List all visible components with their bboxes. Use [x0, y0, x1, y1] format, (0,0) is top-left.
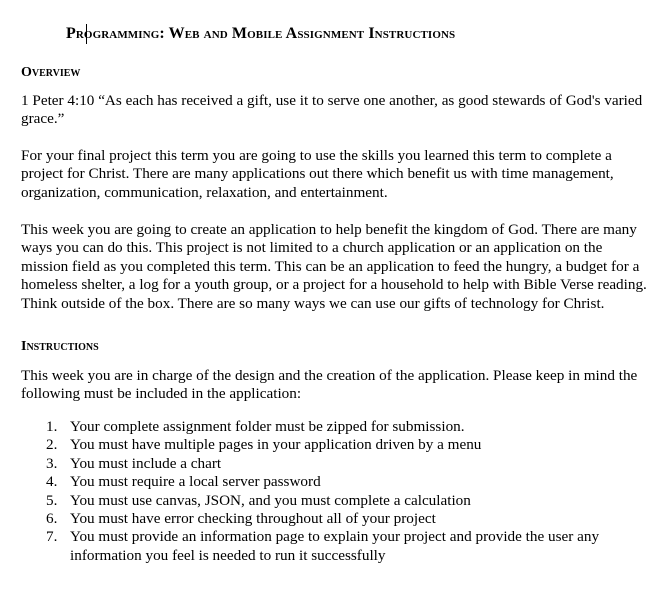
list-number: 7.: [46, 528, 58, 546]
list-text: You must require a local server password: [70, 473, 321, 491]
instructions-paragraph: This week you are in charge of the design and the creation of the application. Please keep in mind the following must be included in the application:: [21, 367, 638, 403]
list-text: You must provide an information page to explain your project and provide the user any information you feel is needed to run it successfully: [70, 528, 600, 564]
list-item: [21, 473, 651, 491]
verse-paragraph: 1 Peter 4:10 “As each has received a gift, use it to serve one another, as good stewards of God's varied grace.”: [21, 92, 643, 128]
list-number: 2.: [46, 436, 58, 454]
list-item: [21, 528, 651, 565]
list-text: Your complete assignment folder must be zipped for submission.: [70, 418, 465, 435]
list-text: You must have multiple pages in your application driven by a menu: [70, 436, 482, 454]
instructions-heading: Instructions: [21, 339, 99, 354]
list-text: You must use canvas, JSON, and you must complete a calculation: [70, 491, 471, 509]
list-number: 4.: [46, 473, 58, 491]
list-number: 5.: [46, 491, 58, 509]
list-number: 6.: [46, 510, 58, 528]
list-text: You must include a chart: [70, 454, 222, 472]
list-item: [21, 455, 651, 473]
list-item: [21, 436, 651, 454]
document-title: Programming: Web and Mobile Assignment Instructions: [66, 25, 456, 42]
list-item: [21, 510, 651, 528]
list-item: [21, 418, 651, 436]
list-number: 3.: [46, 454, 58, 472]
project-paragraph: This week you are going to create an application to help benefit the kingdom of God. There are many ways you can do this. This project is not limited to a church application or an application on the mission field as you completed this term. This can be an application to feed the hungry, a budget for a homeless shelter, a log for a youth group, or a project for a household to help with Bible Verse reading. Think outside of the box. There are so many ways we can use our gifts of technology for Christ.: [21, 221, 647, 312]
intro-paragraph: For your final project this term you are going to use the skills you learned this term to complete a project for Christ. There are many applications out there which benefit us with time management, organization, communication, relaxation, and entertainment.: [21, 147, 614, 201]
list-text: You must have error checking throughout all of your project: [70, 510, 436, 528]
requirements-list: [21, 418, 651, 565]
list-item: [21, 492, 651, 510]
overview-heading: Overview: [21, 65, 81, 80]
list-number: 1.: [46, 418, 58, 435]
